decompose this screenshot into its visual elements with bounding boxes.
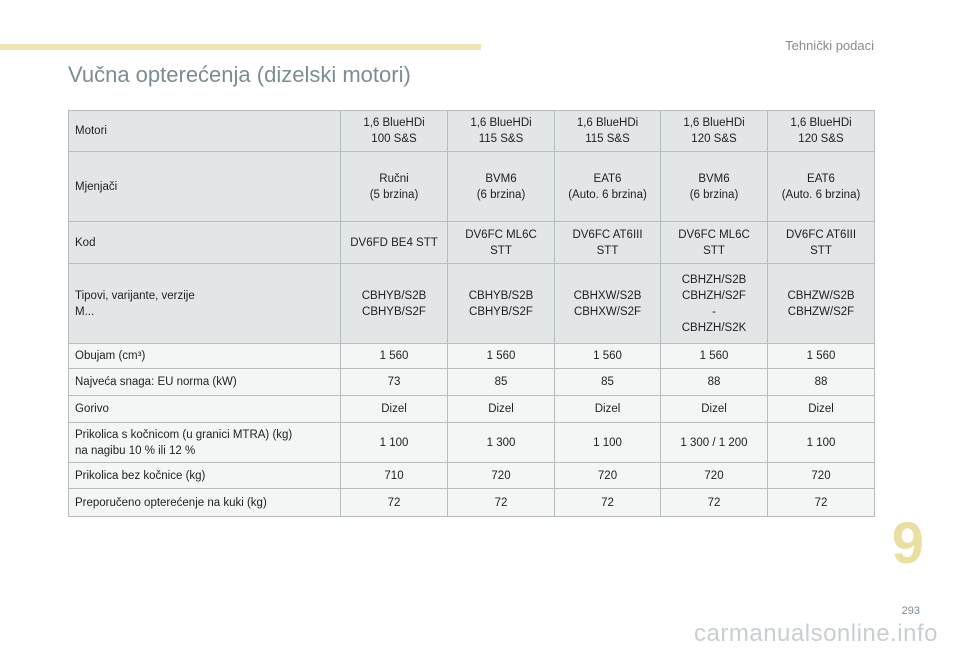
table-row-max-power — [69, 369, 875, 396]
table-row-displacement — [69, 344, 875, 369]
towing-loads-table — [68, 110, 875, 517]
table-cell: CBHZH/S2B CBHZH/S2F - CBHZH/S2K — [661, 264, 768, 344]
table-cell: EAT6 (Auto. 6 brzina) — [555, 152, 661, 222]
row-label: Obujam (cm³) — [69, 344, 341, 369]
row-label: Mjenjači — [69, 152, 341, 222]
table-cell: 72 — [768, 489, 875, 517]
row-label: Preporučeno opterećenje na kuki (kg) — [69, 489, 341, 517]
table-cell: CBHZW/S2B CBHZW/S2F — [768, 264, 875, 344]
table-cell: 1 560 — [768, 344, 875, 369]
table-cell: DV6FC ML6C STT — [448, 222, 555, 264]
table-cell: BVM6 (6 brzina) — [448, 152, 555, 222]
row-label: Motori — [69, 111, 341, 152]
table-cell: 1 100 — [555, 423, 661, 463]
table-cell: Ručni (5 brzina) — [341, 152, 448, 222]
table-cell: 88 — [768, 369, 875, 396]
row-label: Gorivo — [69, 396, 341, 423]
table-cell: BVM6 (6 brzina) — [661, 152, 768, 222]
row-label: Prikolica s kočnicom (u granici MTRA) (kg) na nagibu 10 % ili 12 % — [69, 423, 341, 463]
table-cell: 1,6 BlueHDi 115 S&S — [555, 111, 661, 152]
table-cell: 1 560 — [661, 344, 768, 369]
table-cell: Dizel — [341, 396, 448, 423]
table-cell: 720 — [768, 463, 875, 489]
table-row-engines — [69, 111, 875, 152]
table-cell: 85 — [555, 369, 661, 396]
table-cell: Dizel — [555, 396, 661, 423]
table-cell: 72 — [661, 489, 768, 517]
table-cell: DV6FD BE4 STT — [341, 222, 448, 264]
table-cell: 1,6 BlueHDi 120 S&S — [768, 111, 875, 152]
table-cell: DV6FC ML6C STT — [661, 222, 768, 264]
table-cell: 1 100 — [341, 423, 448, 463]
table-cell: CBHXW/S2B CBHXW/S2F — [555, 264, 661, 344]
table-cell: 72 — [341, 489, 448, 517]
table-cell: 73 — [341, 369, 448, 396]
table-cell: 710 — [341, 463, 448, 489]
table-cell: 1,6 BlueHDi 100 S&S — [341, 111, 448, 152]
watermark: carmanualsonline.info — [694, 620, 938, 647]
table-cell: 72 — [448, 489, 555, 517]
header-accent-bar — [0, 44, 481, 50]
table-cell: 72 — [555, 489, 661, 517]
row-label: Tipovi, varijante, verzije M... — [69, 264, 341, 344]
table-cell: 1,6 BlueHDi 120 S&S — [661, 111, 768, 152]
page-number: 293 — [901, 605, 920, 617]
table-cell: 720 — [448, 463, 555, 489]
table-row-braked-trailer — [69, 423, 875, 463]
page-title: Vučna opterećenja (dizelski motori) — [68, 62, 411, 87]
table-cell: 720 — [661, 463, 768, 489]
table-row-types — [69, 264, 875, 344]
table-cell: Dizel — [661, 396, 768, 423]
table-cell: 1 300 — [448, 423, 555, 463]
table-cell: EAT6 (Auto. 6 brzina) — [768, 152, 875, 222]
table-row-hitch-load — [69, 489, 875, 517]
table-cell: DV6FC AT6III STT — [555, 222, 661, 264]
row-label: Kod — [69, 222, 341, 264]
table-cell: Dizel — [768, 396, 875, 423]
section-title: Tehnički podaci — [785, 38, 874, 53]
table-row-code — [69, 222, 875, 264]
table-cell: 85 — [448, 369, 555, 396]
table-cell: 1 100 — [768, 423, 875, 463]
table-cell: CBHYB/S2B CBHYB/S2F — [448, 264, 555, 344]
table-cell: 88 — [661, 369, 768, 396]
table-cell: 1 560 — [555, 344, 661, 369]
table-cell: Dizel — [448, 396, 555, 423]
row-label: Prikolica bez kočnice (kg) — [69, 463, 341, 489]
table-cell: 1,6 BlueHDi 115 S&S — [448, 111, 555, 152]
table-cell: 1 560 — [341, 344, 448, 369]
chapter-number: 9 — [891, 511, 924, 576]
table-row-fuel — [69, 396, 875, 423]
table-cell: 1 560 — [448, 344, 555, 369]
table-row-gearboxes — [69, 152, 875, 222]
table-cell: DV6FC AT6III STT — [768, 222, 875, 264]
row-label: Najveća snaga: EU norma (kW) — [69, 369, 341, 396]
table-cell: CBHYB/S2B CBHYB/S2F — [341, 264, 448, 344]
table-cell: 720 — [555, 463, 661, 489]
table-cell: 1 300 / 1 200 — [661, 423, 768, 463]
table-row-unbraked-trailer — [69, 463, 875, 489]
